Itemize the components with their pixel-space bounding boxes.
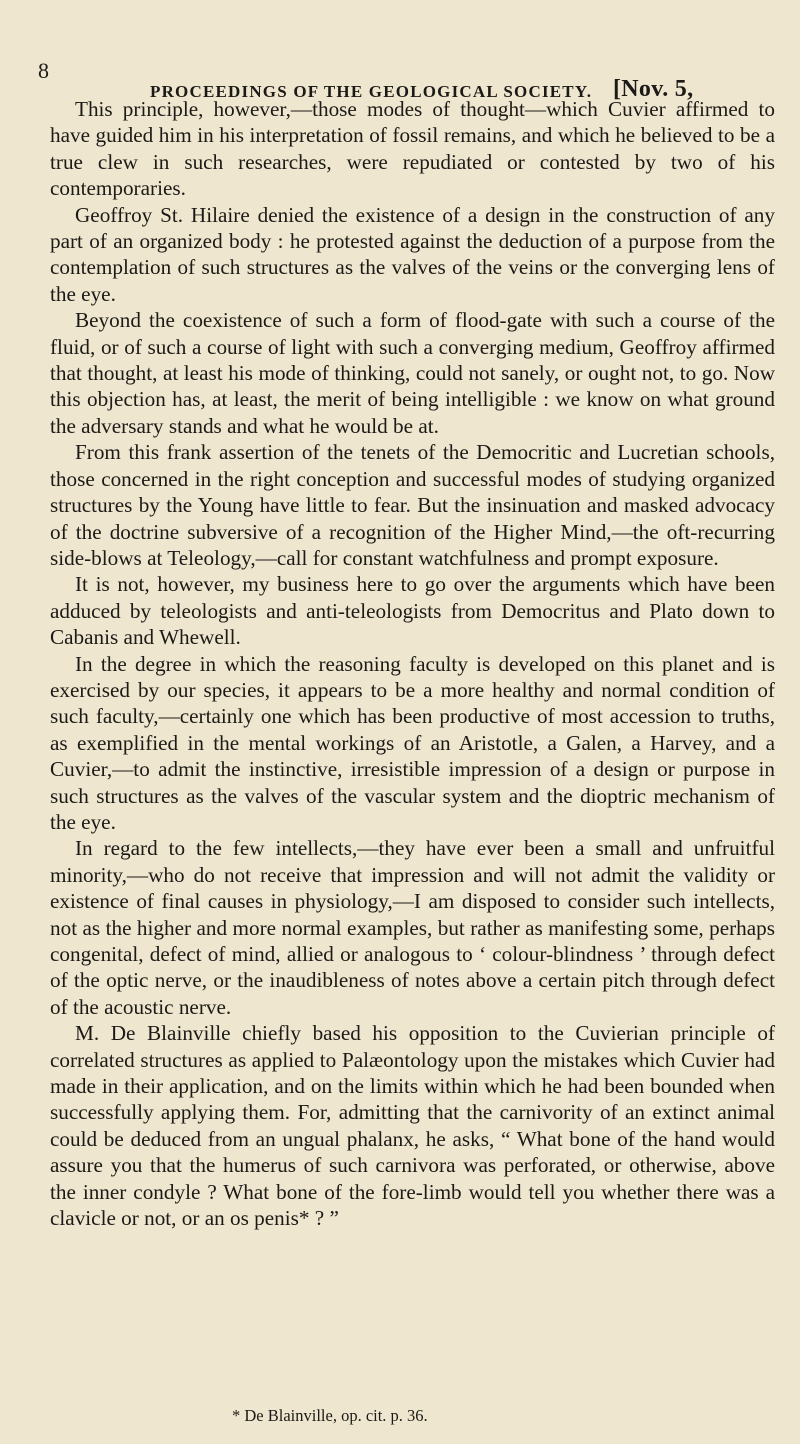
body-text bbox=[50, 96, 775, 1231]
paragraph: Geoffroy St. Hilaire denied the existence of a design in the construction of any part of an organized body : he protested against the deduction of a purpose from the contemplation of such structures as the valves of the veins or the converging lens of the eye. bbox=[50, 202, 775, 306]
footnote: * De Blainville, op. cit. p. 36. bbox=[232, 1406, 428, 1425]
paragraph: From this frank assertion of the tenets of the Democritic and Lucretian schools, those concerned in the right conception and successful modes of studying organized structures by the Young have little to fear. But the insinuation and masked advocacy of the doctrine subversive of a recognition of the Higher Mind,—the oft-recurring side-blows at Teleology,—call for constant watchfulness and prompt exposure. bbox=[50, 440, 775, 570]
page-number: 8 bbox=[38, 58, 50, 83]
paragraph: It is not, however, my business here to go over the arguments which have been adduced by teleologists and anti-teleologists from Democritus and Plato down to Cabanis and Whewell. bbox=[50, 572, 775, 650]
paragraph: In the degree in which the reasoning faculty is developed on this planet and is exercised by our species, it appears to be a more healthy and normal condition of such faculty,—certainly one which has been productive of most accession to truths, as exemplified in the mental workings of an Aristotle, a Galen, a Harvey, and a Cuvier,—to admit the instinctive, irresistible impression of a design or purpose in such structures as the valves of the vascular system and the dioptric mechanism of the eye. bbox=[50, 651, 775, 834]
paragraph: M. De Blainville chiefly based his opposition to the Cuvierian principle of correlated structures as applied to Palæontology upon the mistakes which Cuvier had made in their application, and on the limits within which he had been bounded when successfully applying them. For, admitting that the carnivority of an extinct animal could be deduced from an ungual phalanx, he asks, “ What bone of the hand would assure you that the humerus of such carnivora was perforated, or otherwise, above the inner condyle ? What bone of the fore-limb would tell you whether there was a clavicle or not, or an os penis* ? ” bbox=[50, 1021, 775, 1231]
paragraph: In regard to the few intellects,—they have ever been a small and unfruitful minority,—who do not receive that impression and will not admit the validity or existence of final causes in physiology,—I am disposed to consider such intellects, not as the higher and more normal examples, but rather as manifesting some, perhaps congenital, defect of mind, allied or analogous to ‘ colour-blindness ’ through defect of the optic nerve, or the inaudibleness of notes above a certain pitch through defect of the acoustic nerve. bbox=[50, 836, 775, 1019]
page-header bbox=[38, 52, 780, 102]
running-title: PROCEEDINGS OF THE GEOLOGICAL SOCIETY. bbox=[150, 82, 593, 101]
running-date: [Nov. 5, bbox=[613, 76, 694, 102]
paragraph: Beyond the coexistence of such a form of flood-gate with such a course of the fluid, or of such a course of light with such a converging medium, Geoffroy affirmed that thought, at least his mode of thinking, could not sanely, or ought not, to go. Now this objection has, at least, the merit of being intelligible : we know on what ground the adversary stands and what he would be at. bbox=[50, 308, 775, 438]
paragraph: This principle, however,—those modes of thought—which Cuvier affirmed to have guided him in his interpretation of fossil remains, and which he believed to be a true clew in such researches, were repudiated or contested by two of his contemporaries. bbox=[50, 97, 775, 201]
